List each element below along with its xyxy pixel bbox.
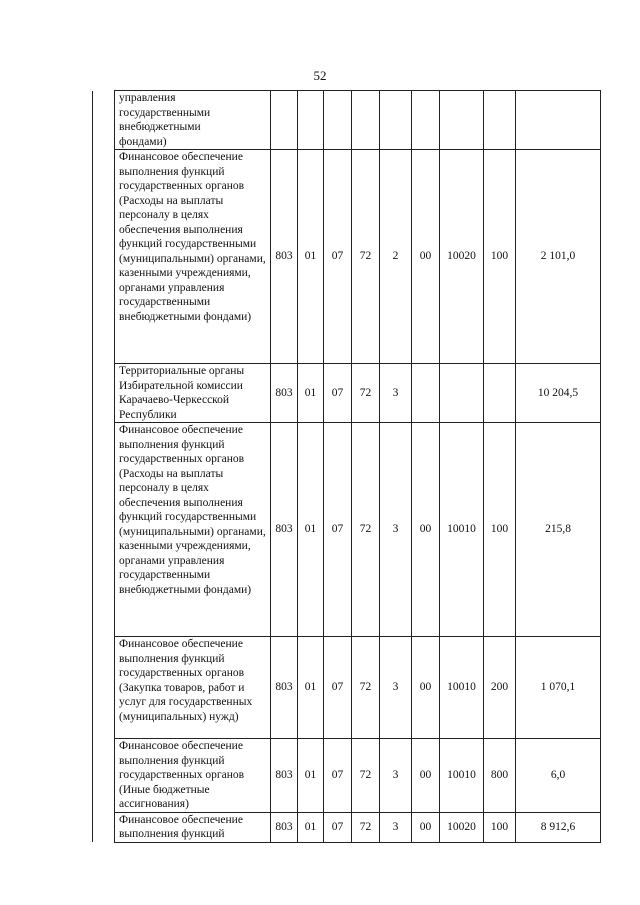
cell-direction: 00 [412, 739, 440, 813]
cell-subprogram: 2 [380, 150, 412, 364]
cell-subprogram: 3 [380, 423, 412, 637]
cell-direction: 00 [412, 423, 440, 637]
cell-program: 72 [352, 739, 380, 813]
row-name: Финансовое обеспечение выполнения функций государственных органов (Иные бюджетные ассигнования) [115, 739, 271, 813]
cell-amount: 1 070,1 [516, 637, 601, 739]
table-row [93, 739, 601, 813]
cell-subsection: 07 [324, 637, 352, 739]
row-name: Финансовое обеспечение выполнения функций государственных органов (Расходы на выплаты персоналу в целях обеспечения выполнения функций государственными (муниципальными) органами, казенными учреждениями, органами управления государственными внебюджетными фондами) [115, 150, 271, 364]
cell-code [440, 364, 484, 423]
row-name: Финансовое обеспечение выполнения функций государственных органов (Закупка товаров, работ и услуг для государственных (муниципальных) нужд) [115, 637, 271, 739]
cell-program: 72 [352, 423, 380, 637]
table-row [93, 812, 601, 842]
cell-subprogram: 3 [380, 739, 412, 813]
cell-section: 01 [298, 637, 324, 739]
cell-section: 01 [298, 423, 324, 637]
cell-subprogram: 3 [380, 637, 412, 739]
cell-section: 01 [298, 739, 324, 813]
cell-ved: 803 [271, 423, 298, 637]
table-row [93, 423, 601, 637]
row-name: Финансовое обеспечение выполнения функций [115, 812, 271, 842]
row-name: Финансовое обеспечение выполнения функций государственных органов (Расходы на выплаты персоналу в целях обеспечения выполнения функций государственными (муниципальными) органами, казенными учреждениями, органами управления государственными внебюджетными фондами) [115, 423, 271, 637]
cell-amount: 215,8 [516, 423, 601, 637]
row-gutter [93, 739, 115, 813]
cell-subsection: 07 [324, 364, 352, 423]
cell-expense-type: 200 [484, 637, 516, 739]
budget-table [92, 90, 601, 843]
cell-expense-type: 100 [484, 423, 516, 637]
cell-amount [516, 91, 601, 150]
table-row [93, 364, 601, 423]
cell-subsection [324, 91, 352, 150]
row-name: Территориальные органы Избирательной комиссии Карачаево-Черкесской Республики [115, 364, 271, 423]
cell-section [298, 91, 324, 150]
cell-subsection: 07 [324, 423, 352, 637]
cell-subsection: 07 [324, 812, 352, 842]
cell-direction [412, 91, 440, 150]
cell-code: 10020 [440, 150, 484, 364]
cell-amount: 10 204,5 [516, 364, 601, 423]
cell-expense-type [484, 364, 516, 423]
cell-section: 01 [298, 150, 324, 364]
cell-ved: 803 [271, 812, 298, 842]
cell-code: 10020 [440, 812, 484, 842]
row-name: управления государственными внебюджетными фондами) [115, 91, 271, 150]
row-gutter [93, 91, 115, 150]
cell-expense-type: 800 [484, 739, 516, 813]
cell-subprogram: 3 [380, 812, 412, 842]
cell-subprogram [380, 91, 412, 150]
page-number: 52 [313, 68, 327, 83]
cell-program: 72 [352, 150, 380, 364]
cell-program [352, 91, 380, 150]
cell-amount: 2 101,0 [516, 150, 601, 364]
cell-code: 10010 [440, 423, 484, 637]
cell-expense-type: 100 [484, 812, 516, 842]
cell-ved: 803 [271, 364, 298, 423]
cell-direction: 00 [412, 812, 440, 842]
row-gutter [93, 637, 115, 739]
cell-direction: 00 [412, 637, 440, 739]
row-gutter [93, 423, 115, 637]
table-row [93, 637, 601, 739]
row-gutter [93, 364, 115, 423]
cell-code: 10010 [440, 739, 484, 813]
cell-ved [271, 91, 298, 150]
cell-direction [412, 364, 440, 423]
table-row [93, 91, 601, 150]
cell-ved: 803 [271, 739, 298, 813]
row-gutter [93, 812, 115, 842]
cell-amount: 8 912,6 [516, 812, 601, 842]
cell-ved: 803 [271, 150, 298, 364]
cell-code [440, 91, 484, 150]
table-row [93, 150, 601, 364]
cell-subsection: 07 [324, 739, 352, 813]
cell-program: 72 [352, 637, 380, 739]
cell-ved: 803 [271, 637, 298, 739]
cell-expense-type: 100 [484, 150, 516, 364]
cell-section: 01 [298, 812, 324, 842]
cell-expense-type [484, 91, 516, 150]
cell-code: 10010 [440, 637, 484, 739]
cell-section: 01 [298, 364, 324, 423]
cell-subsection: 07 [324, 150, 352, 364]
cell-subprogram: 3 [380, 364, 412, 423]
cell-program: 72 [352, 364, 380, 423]
cell-program: 72 [352, 812, 380, 842]
cell-direction: 00 [412, 150, 440, 364]
row-gutter [93, 150, 115, 364]
cell-amount: 6,0 [516, 739, 601, 813]
